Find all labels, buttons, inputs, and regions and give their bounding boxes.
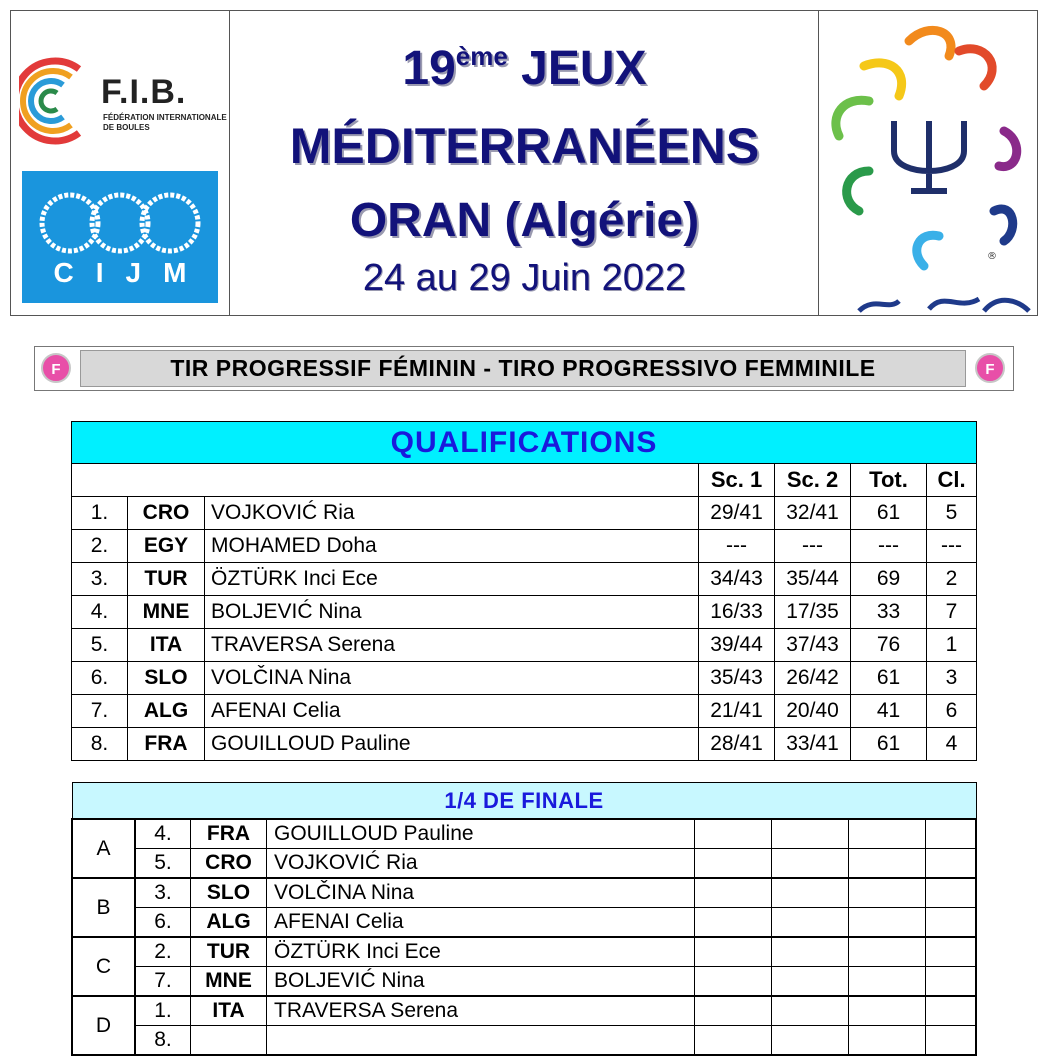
- cijm-logo: [22, 171, 218, 303]
- classification-cell: 7: [927, 596, 977, 629]
- athlete-name-cell: GOUILLOUD Pauline: [205, 728, 699, 761]
- score1-cell: 29/41: [699, 497, 775, 530]
- event-title-bar: [34, 346, 1014, 391]
- athlete-name-cell: VOJKOVIĆ Ria: [267, 849, 695, 879]
- score2-cell: 26/42: [775, 662, 851, 695]
- cijm-label: CIJM: [53, 257, 209, 288]
- seed-cell: 1.: [135, 996, 191, 1026]
- title-line-3: ORAN (Algérie): [349, 194, 700, 247]
- score-cell-empty: [772, 967, 849, 997]
- nation-cell: MNE: [191, 967, 267, 997]
- nation-cell: TUR: [191, 937, 267, 967]
- total-cell: 41: [851, 695, 927, 728]
- score-cell-empty: [849, 878, 926, 908]
- athlete-name-cell: ÖZTÜRK Inci Ece: [205, 563, 699, 596]
- score-cell-empty: [926, 967, 977, 997]
- score1-cell: ---: [699, 530, 775, 563]
- score-cell-empty: [926, 878, 977, 908]
- score-cell-empty: [772, 819, 849, 849]
- score1-cell: 28/41: [699, 728, 775, 761]
- score-cell-empty: [926, 1026, 977, 1056]
- qualification-row: [72, 530, 977, 563]
- nation-cell: MNE: [128, 596, 205, 629]
- nation-cell: FRA: [128, 728, 205, 761]
- header-title-block: [230, 11, 819, 315]
- event-title: TIR PROGRESSIF FÉMININ - TIRO PROGRESSIVO FEMMINILE: [80, 350, 966, 387]
- seed-cell: 3.: [135, 878, 191, 908]
- match-group-label: D: [72, 996, 135, 1055]
- col-sc2: Sc. 2: [775, 464, 851, 497]
- fib-name: F.I.B.: [101, 73, 187, 111]
- athlete-name-cell: VOJKOVIĆ Ria: [205, 497, 699, 530]
- female-badge-left-icon: F: [41, 353, 71, 383]
- score2-cell: 35/44: [775, 563, 851, 596]
- qualification-row: [72, 629, 977, 662]
- athlete-name-cell: VOLČINA Nina: [205, 662, 699, 695]
- total-cell: 61: [851, 728, 927, 761]
- score-cell-empty: [772, 937, 849, 967]
- classification-cell: 5: [927, 497, 977, 530]
- total-cell: 61: [851, 662, 927, 695]
- qualification-row: [72, 497, 977, 530]
- col-sc1: Sc. 1: [699, 464, 775, 497]
- nation-cell: [191, 1026, 267, 1056]
- score2-cell: ---: [775, 530, 851, 563]
- quarterfinal-row: [72, 908, 976, 938]
- quarterfinal-row: [72, 967, 976, 997]
- quarterfinal-row: [72, 819, 976, 849]
- nation-cell: EGY: [128, 530, 205, 563]
- header-logos-left: [11, 11, 230, 315]
- fib-full-name: FÉDÉRATION INTERNATIONALE DE BOULES: [103, 113, 227, 132]
- rank-cell: 8.: [72, 728, 128, 761]
- quarterfinal-row: [72, 849, 976, 879]
- seed-cell: 4.: [135, 819, 191, 849]
- qualification-row: [72, 596, 977, 629]
- score-cell-empty: [695, 849, 772, 879]
- athlete-name-cell: VOLČINA Nina: [267, 878, 695, 908]
- title-line-1: 19ème JEUX: [402, 41, 647, 95]
- nation-cell: ITA: [128, 629, 205, 662]
- quarterfinals-table: [71, 782, 977, 1056]
- athlete-name-cell: AFENAI Celia: [267, 908, 695, 938]
- score-cell-empty: [695, 937, 772, 967]
- score1-cell: 16/33: [699, 596, 775, 629]
- score2-cell: 37/43: [775, 629, 851, 662]
- score-cell-empty: [695, 1026, 772, 1056]
- quarterfinal-row: [72, 996, 976, 1026]
- score1-cell: 39/44: [699, 629, 775, 662]
- qualifications-column-header: [72, 464, 977, 497]
- score-cell-empty: [849, 967, 926, 997]
- quarterfinal-row: [72, 878, 976, 908]
- score-cell-empty: [849, 937, 926, 967]
- score2-cell: 17/35: [775, 596, 851, 629]
- nation-cell: SLO: [128, 662, 205, 695]
- nation-cell: FRA: [191, 819, 267, 849]
- seed-cell: 5.: [135, 849, 191, 879]
- score-cell-empty: [772, 878, 849, 908]
- total-cell: 69: [851, 563, 927, 596]
- col-cl: Cl.: [927, 464, 977, 497]
- title-line-2: MÉDITERRANÉENS: [289, 118, 760, 174]
- athlete-name-cell: BOLJEVIĆ Nina: [205, 596, 699, 629]
- qualification-row: [72, 695, 977, 728]
- score-cell-empty: [695, 996, 772, 1026]
- rank-cell: 1.: [72, 497, 128, 530]
- fib-logo-icon: [19, 51, 85, 147]
- score-cell-empty: [926, 996, 977, 1026]
- score-cell-empty: [849, 996, 926, 1026]
- athlete-name-cell: TRAVERSA Serena: [205, 629, 699, 662]
- match-group-label: A: [72, 819, 135, 878]
- score-cell-empty: [849, 1026, 926, 1056]
- cijm-rings-icon: [22, 181, 218, 261]
- score-cell-empty: [849, 819, 926, 849]
- rank-cell: 3.: [72, 563, 128, 596]
- score2-cell: 20/40: [775, 695, 851, 728]
- score-cell-empty: [695, 967, 772, 997]
- score-cell-empty: [926, 908, 977, 938]
- score-cell-empty: [695, 878, 772, 908]
- score-cell-empty: [772, 908, 849, 938]
- event-dates: 24 au 29 Juin 2022: [362, 257, 687, 299]
- qualification-row: [72, 662, 977, 695]
- score1-cell: 35/43: [699, 662, 775, 695]
- nation-cell: ALG: [128, 695, 205, 728]
- qualification-row: [72, 563, 977, 596]
- female-badge-right-icon: F: [975, 353, 1005, 383]
- score-cell-empty: [926, 819, 977, 849]
- oran-2022-emblem-icon: [819, 11, 1037, 315]
- header-logo-right: [818, 11, 1037, 315]
- qualification-row: [72, 728, 977, 761]
- score2-cell: 32/41: [775, 497, 851, 530]
- score-cell-empty: [926, 849, 977, 879]
- classification-cell: 6: [927, 695, 977, 728]
- score-cell-empty: [926, 937, 977, 967]
- col-tot: Tot.: [851, 464, 927, 497]
- total-cell: 33: [851, 596, 927, 629]
- score-cell-empty: [695, 819, 772, 849]
- score-cell-empty: [849, 908, 926, 938]
- nation-cell: CRO: [191, 849, 267, 879]
- classification-cell: 4: [927, 728, 977, 761]
- total-cell: 61: [851, 497, 927, 530]
- seed-cell: 7.: [135, 967, 191, 997]
- seed-cell: 6.: [135, 908, 191, 938]
- classification-cell: 3: [927, 662, 977, 695]
- score2-cell: 33/41: [775, 728, 851, 761]
- rank-cell: 5.: [72, 629, 128, 662]
- score-cell-empty: [695, 908, 772, 938]
- quarterfinal-row: [72, 1026, 976, 1056]
- athlete-name-cell: [267, 1026, 695, 1056]
- classification-cell: 2: [927, 563, 977, 596]
- athlete-name-cell: GOUILLOUD Pauline: [267, 819, 695, 849]
- athlete-name-cell: BOLJEVIĆ Nina: [267, 967, 695, 997]
- nation-cell: ITA: [191, 996, 267, 1026]
- seed-cell: 2.: [135, 937, 191, 967]
- nation-cell: SLO: [191, 878, 267, 908]
- score1-cell: 34/43: [699, 563, 775, 596]
- qualifications-table: [71, 421, 977, 761]
- nation-cell: ALG: [191, 908, 267, 938]
- score1-cell: 21/41: [699, 695, 775, 728]
- classification-cell: ---: [927, 530, 977, 563]
- document-header: [10, 10, 1038, 316]
- athlete-name-cell: ÖZTÜRK Inci Ece: [267, 937, 695, 967]
- seed-cell: 8.: [135, 1026, 191, 1056]
- match-group-label: B: [72, 878, 135, 937]
- svg-text:®: ®: [987, 251, 997, 262]
- quarterfinal-row: [72, 937, 976, 967]
- total-cell: 76: [851, 629, 927, 662]
- athlete-name-cell: AFENAI Celia: [205, 695, 699, 728]
- nation-cell: TUR: [128, 563, 205, 596]
- score-cell-empty: [772, 1026, 849, 1056]
- score-cell-empty: [772, 996, 849, 1026]
- match-group-label: C: [72, 937, 135, 996]
- score-cell-empty: [849, 849, 926, 879]
- athlete-name-cell: MOHAMED Doha: [205, 530, 699, 563]
- quarterfinals-title: 1/4 DE FINALE: [72, 783, 976, 820]
- score-cell-empty: [772, 849, 849, 879]
- nation-cell: CRO: [128, 497, 205, 530]
- classification-cell: 1: [927, 629, 977, 662]
- total-cell: ---: [851, 530, 927, 563]
- rank-cell: 2.: [72, 530, 128, 563]
- athlete-name-cell: TRAVERSA Serena: [267, 996, 695, 1026]
- rank-cell: 7.: [72, 695, 128, 728]
- qualifications-title: QUALIFICATIONS: [72, 422, 977, 464]
- rank-cell: 6.: [72, 662, 128, 695]
- rank-cell: 4.: [72, 596, 128, 629]
